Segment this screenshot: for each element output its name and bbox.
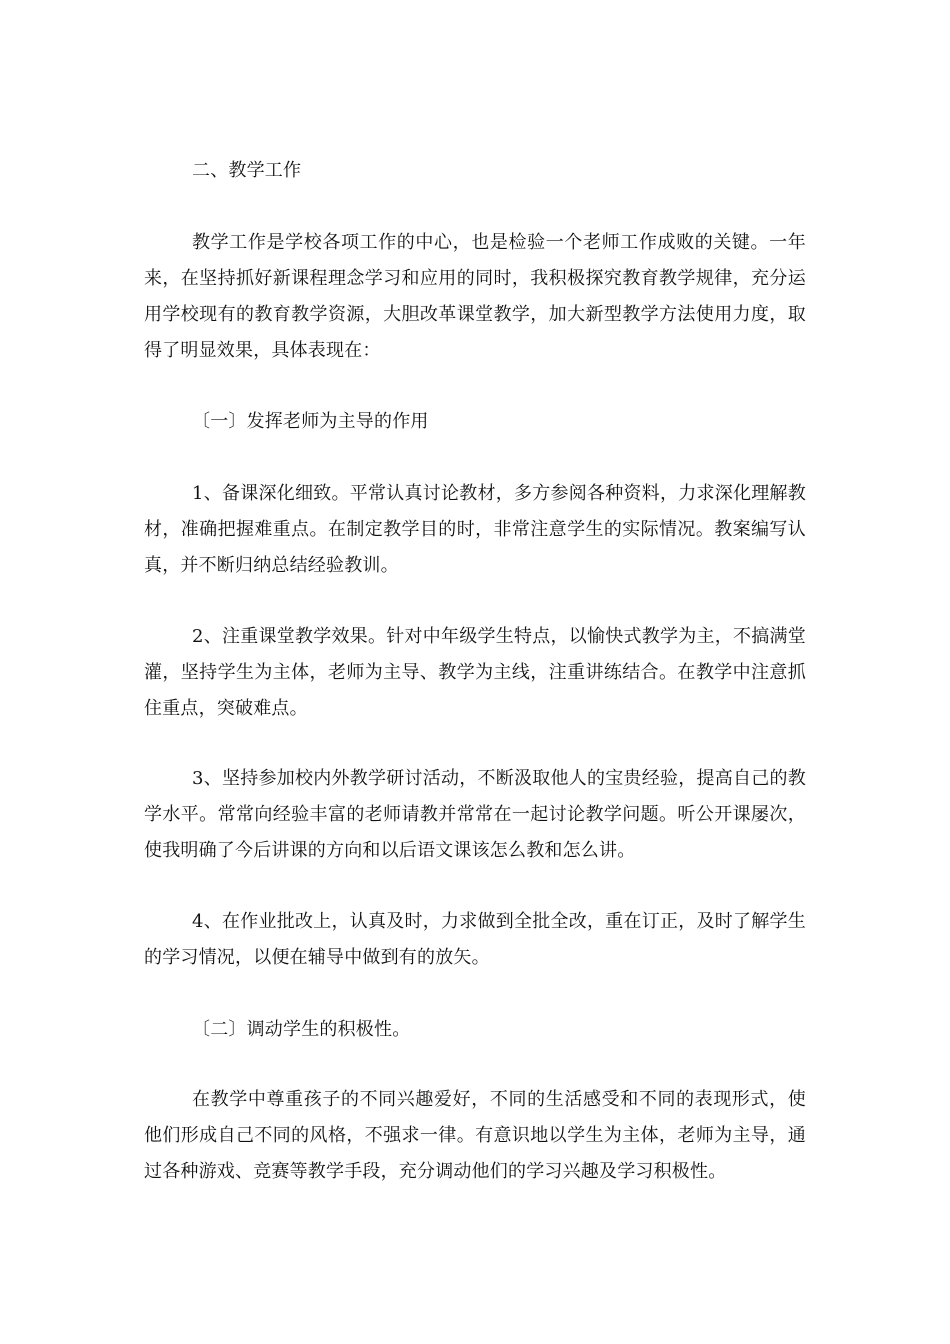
item-two-paragraph: 2、注重课堂教学效果。针对中年级学生特点，以愉快式教学为主，不搞满堂灌，坚持学生为主体，老师为主导、教学为主线，注重讲练结合。在教学中注意抓住重点，突破难点。: [144, 626, 806, 719]
item-one-paragraph: 1、备课深化细致。平常认真讨论教材，多方参阅各种资料，力求深化理解教材，准确把握难重点。在制定教学目的时，非常注意学生的实际情况。教案编写认真，并不断归纳总结经验教训。: [144, 483, 806, 576]
item-four-paragraph: 4、在作业批改上，认真及时，力求做到全批全改，重在订正，及时了解学生的学习情况，以便在辅导中做到有的放矢。: [144, 911, 806, 968]
intro-paragraph: 教学工作是学校各项工作的中心，也是检验一个老师工作成败的关键。一年来，在坚持抓好新课程理念学习和应用的同时，我积极探究教育教学规律，充分运用学校现有的教育教学资源，大胆改革课堂教学，加大新型教学方法使用力度，取得了明显效果，具体表现在：: [144, 232, 806, 361]
item-three-paragraph: 3、坚持参加校内外教学研讨活动，不断汲取他人的宝贵经验，提高自己的教学水平。常常向经验丰富的老师请教并常常在一起讨论教学问题。听公开课屡次，使我明确了今后讲课的方向和以后语文课该怎么教和怎么讲。: [144, 768, 806, 861]
subheading-two: 〔二〕调动学生的积极性。: [192, 1019, 411, 1040]
section-heading: 二、教学工作: [192, 160, 302, 181]
subheading-one: 〔一〕发挥老师为主导的作用: [192, 411, 429, 432]
closing-paragraph: 在教学中尊重孩子的不同兴趣爱好，不同的生活感受和不同的表现形式，使他们形成自己不同的风格，不强求一律。有意识地以学生为主体，老师为主导，通过各种游戏、竞赛等教学手段，充分调动他们的学习兴趣及学习积极性。: [144, 1089, 806, 1182]
